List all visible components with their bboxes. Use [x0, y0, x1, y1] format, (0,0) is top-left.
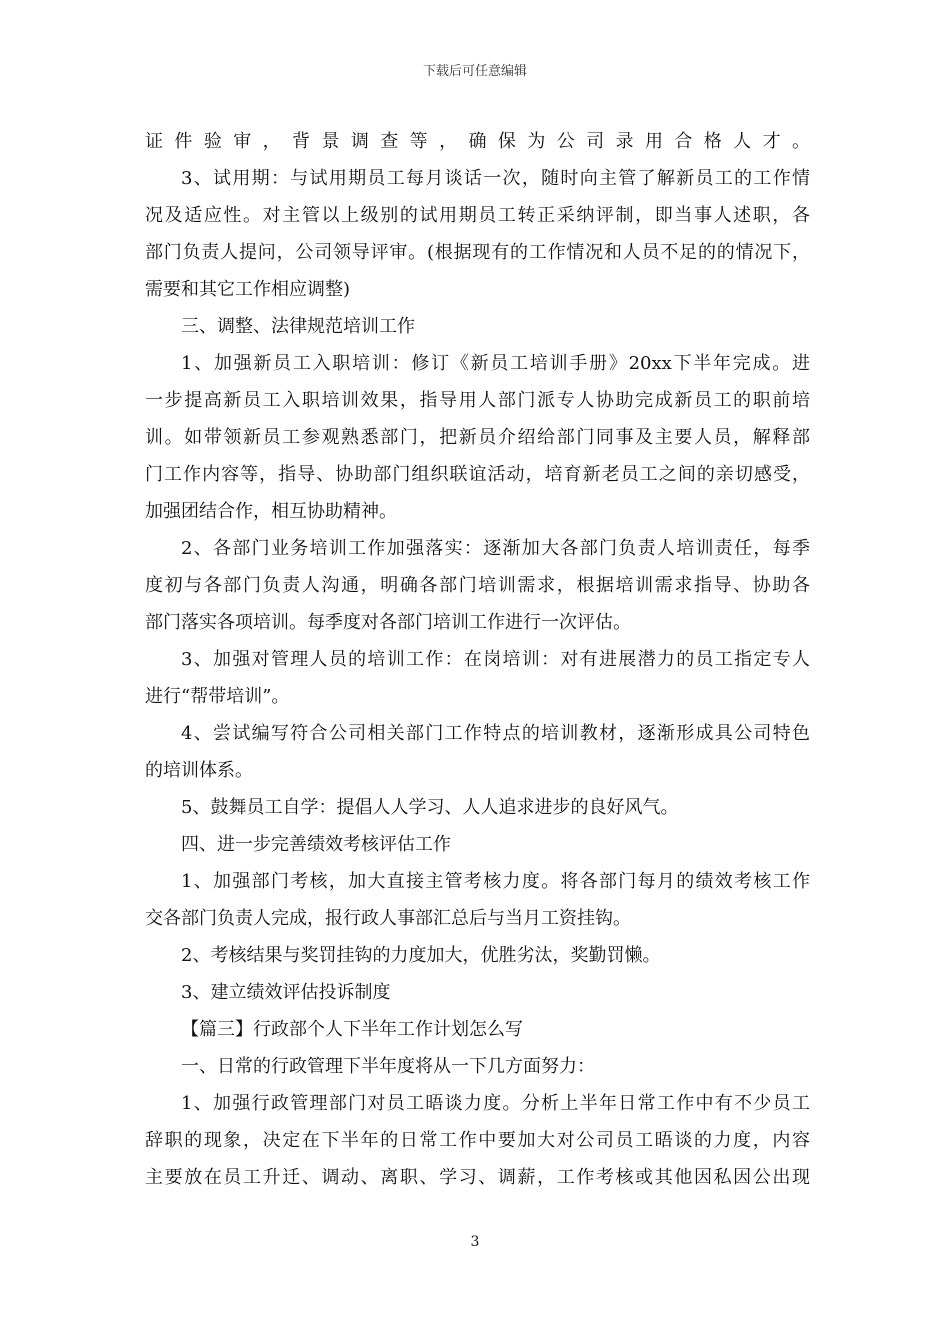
body-line: 3、加强对管理人员的培训工作：在岗培训：对有进展潜力的员工指定专人 — [181, 649, 810, 670]
body-line: 进行“帮带培训”。 — [145, 686, 290, 707]
body-line: 辞职的现象，决定在下半年的日常工作中要加大对公司员工晤谈的力度，内容 — [145, 1130, 810, 1151]
body-line: 部门落实各项培训。每季度对各部门培训工作进行一次评估。 — [145, 612, 631, 633]
document-body — [145, 123, 810, 1196]
body-line: 度初与各部门负责人沟通，明确各部门培训需求，根据培训需求指导、协助各 — [145, 575, 810, 596]
body-line: 主要放在员工升迁、调动、离职、学习、调薪，工作考核或其他因私因公出现 — [145, 1167, 810, 1188]
body-line: 2、各部门业务培训工作加强落实：逐渐加大各部门负责人培训责任，每季 — [181, 538, 810, 559]
body-line: 1、加强部门考核，加大直接主管考核力度。将各部门每月的绩效考核工作 — [181, 871, 810, 892]
page-number: 3 — [470, 1234, 480, 1250]
body-line: 部门负责人提问，公司领导评审。(根据现有的工作情况和人员不足的的情况下， — [145, 242, 810, 263]
body-line: 2、考核结果与奖罚挂钩的力度加大，优胜劣汰，奖勤罚懒。 — [181, 945, 661, 966]
body-line: 训。如带领新员工参观熟悉部门，把新员介绍给部门同事及主要人员，解释部 — [145, 427, 810, 448]
body-line: 1、加强新员工入职培训：修订《新员工培训手册》20xx下半年完成。进 — [181, 353, 810, 374]
body-line: 证件验审，背景调查等，确保为公司录用合格人才。 — [145, 131, 810, 152]
body-line: 3、建立绩效评估投诉制度 — [181, 982, 391, 1003]
page-header-note: 下载后可任意编辑 — [422, 64, 527, 79]
body-line: 一步提高新员工入职培训效果，指导用人部门派专人协助完成新员工的职前培 — [145, 390, 810, 411]
section-heading: 四、进一步完善绩效考核评估工作 — [181, 834, 451, 855]
body-line: 5、鼓舞员工自学：提倡人人学习、人人追求进步的良好风气。 — [181, 797, 679, 818]
body-line: 1、加强行政管理部门对员工晤谈力度。分析上半年日常工作中有不少员工 — [181, 1093, 810, 1114]
chapter-heading: 【篇三】行政部个人下半年工作计划怎么写 — [181, 1019, 523, 1040]
body-line: 况及适应性。对主管以上级别的试用期员工转正采纳评制，即当事人述职，各 — [145, 205, 810, 226]
body-line: 3、试用期：与试用期员工每月谈话一次，随时向主管了解新员工的工作情 — [181, 168, 810, 189]
section-heading: 三、调整、法律规范培训工作 — [181, 316, 415, 337]
body-line: 需要和其它工作相应调整) — [145, 279, 351, 300]
body-line: 加强团结合作，相互协助精神。 — [145, 501, 397, 522]
body-line: 门工作内容等，指导、协助部门组织联谊活动，培育新老员工之间的亲切感受， — [145, 464, 810, 485]
body-line: 的培训体系。 — [145, 760, 253, 781]
body-line: 4、尝试编写符合公司相关部门工作特点的培训教材，逐渐形成具公司特色 — [181, 723, 810, 744]
body-line: 交各部门负责人完成，报行政人事部汇总后与当月工资挂钩。 — [145, 908, 631, 929]
section-heading: 一、日常的行政管理下半年度将从一下几方面努力： — [181, 1056, 595, 1077]
